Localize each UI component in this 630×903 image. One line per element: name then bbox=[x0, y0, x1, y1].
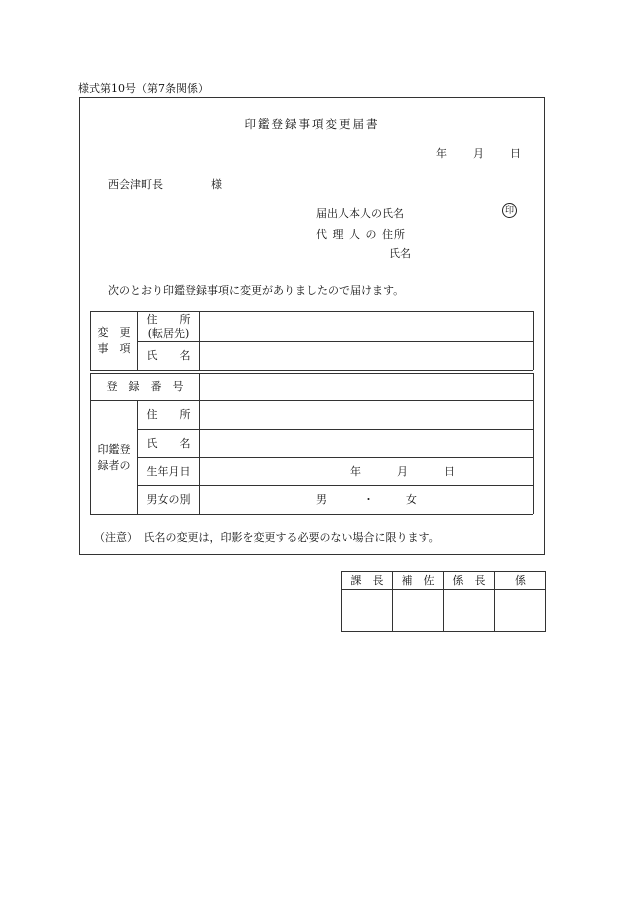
change-group-label-line2: 事 項 bbox=[97, 342, 131, 355]
change-address-label-line1: 住 所 bbox=[146, 312, 191, 326]
change-name-label: 氏 名 bbox=[146, 349, 191, 363]
registration-number-field[interactable] bbox=[200, 374, 533, 400]
change-address-field[interactable] bbox=[200, 312, 533, 341]
approval-stamp-section-chief[interactable] bbox=[342, 590, 392, 631]
approval-box bbox=[341, 571, 546, 632]
registrant-group-label bbox=[91, 401, 137, 514]
registrant-address-label: 住 所 bbox=[146, 408, 191, 422]
applicant-name-label: 届出人本人の氏名 bbox=[316, 207, 404, 220]
birth-year-label: 年 bbox=[350, 464, 361, 478]
addressee bbox=[108, 176, 222, 192]
approval-header-subsection-chief: 係 長 bbox=[452, 573, 486, 587]
registrant-name-label: 氏 名 bbox=[146, 436, 191, 450]
statement-text: 次のとおり印鑑登録事項に変更がありましたので届けます。 bbox=[108, 284, 405, 297]
registrant-sex-field[interactable] bbox=[200, 486, 533, 514]
registrant-birthdate-label: 生年月日 bbox=[146, 464, 191, 478]
registrant-group-label-line1: 印鑑登 bbox=[97, 442, 131, 456]
change-group-label-line1: 変 更 bbox=[97, 326, 131, 340]
change-address-label bbox=[138, 312, 199, 341]
proxy-name-label: 氏名 bbox=[389, 247, 411, 260]
sex-female-option[interactable]: 女 bbox=[406, 493, 417, 507]
addressee-honorific: 様 bbox=[211, 178, 222, 191]
change-group-label bbox=[91, 312, 137, 370]
approval-header-staff: 係 bbox=[515, 573, 526, 587]
registrant-address-field[interactable] bbox=[200, 401, 533, 429]
sex-separator-dot: ・ bbox=[363, 493, 374, 507]
registrant-name-field[interactable] bbox=[200, 430, 533, 457]
birth-day-label: 日 bbox=[444, 464, 455, 478]
approval-header-section-chief: 課 長 bbox=[350, 573, 384, 587]
seal-mark-icon: 印 bbox=[502, 203, 517, 218]
approval-stamp-staff[interactable] bbox=[495, 590, 546, 631]
date-day-label: 日 bbox=[510, 147, 521, 160]
registrant-sex-label: 男女の別 bbox=[146, 493, 191, 507]
change-name-field[interactable] bbox=[200, 342, 533, 370]
sex-male-option[interactable]: 男 bbox=[316, 493, 327, 507]
date-row bbox=[436, 145, 521, 161]
form-number-label: 様式第10号（第7条関係） bbox=[78, 82, 209, 95]
form-title: 印鑑登録事項変更届書 bbox=[244, 117, 380, 131]
birth-month-label: 月 bbox=[397, 464, 408, 478]
approval-header-assistant: 補 佐 bbox=[401, 573, 435, 587]
approval-stamp-assistant[interactable] bbox=[393, 590, 443, 631]
date-month-label: 月 bbox=[473, 147, 484, 160]
approval-stamp-subsection-chief[interactable] bbox=[444, 590, 494, 631]
registration-number-label: 登 録 番 号 bbox=[106, 380, 184, 394]
proxy-address-label: 代 理 人 の 住所 bbox=[316, 228, 406, 241]
date-year-label: 年 bbox=[436, 147, 447, 160]
registrant-birthdate-field[interactable] bbox=[200, 458, 533, 485]
addressee-office: 西会津町長 bbox=[108, 178, 163, 191]
note-text: （注意） 氏名の変更は，印影を変更する必要のない場合に限ります。 bbox=[94, 531, 440, 544]
change-address-label-line2: (転居先) bbox=[147, 326, 190, 340]
registrant-group-label-line2: 録者の bbox=[97, 458, 131, 472]
